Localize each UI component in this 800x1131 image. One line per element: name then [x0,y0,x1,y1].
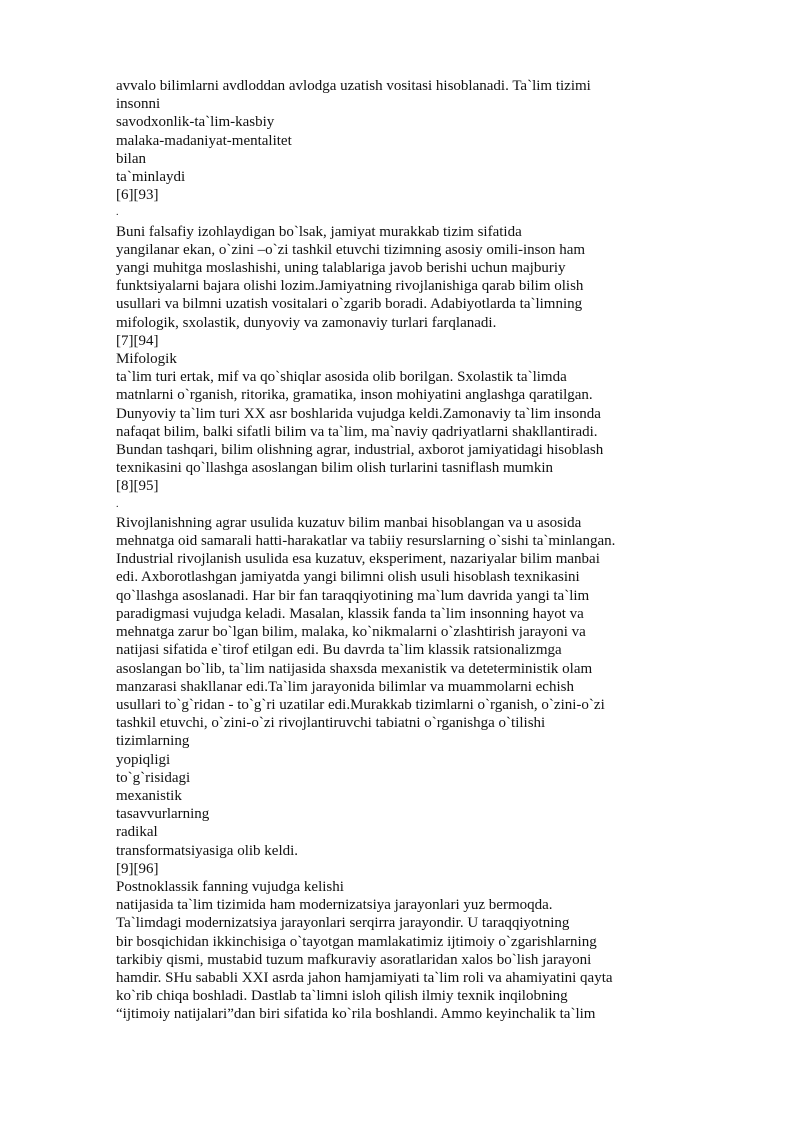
text-line: yopiqligi [116,751,171,768]
text-line: ko`rib chiqa boshladi. Dastlab ta`limni isloh qilish ilmiy texnik inqilobning [116,988,568,1005]
text-line: usullari to`g`ridan - to`g`ri uzatilar edi.Murakkab tizimlarni o`rganish, o`zini-o`zi [116,696,605,713]
text-line: Mifologik [116,351,177,368]
text-line: bilan [116,150,146,167]
text-line: qo`llashga asoslanadi. Har bir fan taraqqiyotining ma`lum davrida yangi ta`lim [116,587,590,604]
text-line: Postnoklassik fanning vujudga kelishi [116,878,344,895]
text-line: yangilanar ekan, o`zini –o`zi tashkil etuvchi tizimning asosiy omili-inson ham [116,241,586,258]
text-line: to`g`risidagi [116,769,191,786]
text-line: Bundan tashqari, bilim olishning agrar, industrial, axborot jamiyatidagi hisoblash [116,442,604,459]
text-line: texnikasini qo`llashga asoslangan bilim olish turlarini tasniflash mumkin [116,460,554,477]
text-line: funktsiyalarni bajara olishi lozim.Jamiyatning rivojlanishiga qarab bilim olish [116,278,584,295]
citation: [6][93] [116,187,159,204]
text-line: ta`minlaydi [116,169,186,186]
text-line: asoslangan bo`lib, ta`lim natijasida shaxsda mexanistik va deteterministik olam [116,660,593,677]
text-line: mexanistik [116,787,182,804]
text-line: yangi muhitga moslashishi, uning talablariga javob berishi uchun majburiy [116,260,566,277]
text-line: matnlarni o`rganish, ritorika, gramatika, inson mohiyatini anglashga qaratilgan. [116,387,593,404]
text-line: natijasi sifatida e`tirof etilgan edi. Bu davrda ta`lim klassik ratsionalizmga [116,642,562,659]
text-line: avvalo bilimlarni avdloddan avlodga uzatish vositasi hisoblanadi. Ta`lim tizimi [116,78,591,94]
text-line: mehnatga oid samarali hatti-harakatlar va tabiiy resurslarning o`sishi ta`minlangan. [116,533,616,550]
citation: [9][96] [116,860,159,877]
document-page [116,77,676,1024]
text-line: savodxonlik-ta`lim-kasbiy [116,114,275,131]
text-line: . [116,498,119,510]
text-line: paradigmasi vujudga keladi. Masalan, klassik fanda ta`lim insonning hayot va [116,605,584,622]
text-line: radikal [116,824,158,841]
text-line: Buni falsafiy izohlaydigan bo`lsak, jamiyat murakkab tizim sifatida [116,223,522,240]
text-line: bir bosqichidan ikkinchisiga o`tayotgan mamlakatimiz ijtimoiy o`zgarishlarning [116,933,597,950]
text-line: manzarasi shakllanar edi.Ta`lim jarayonida bilimlar va muammolarni echish [116,678,574,695]
text-line: . [116,207,119,219]
text-line: hamdir. SHu sababli XXI asrda jahon hamjamiyati ta`lim roli va ahamiyatini qayta [116,969,613,986]
text-line: transformatsiyasiga olib keldi. [116,842,299,859]
text-line: Dunyoviy ta`lim turi XX asr boshlarida vujudga keldi.Zamonaviy ta`lim insonda [116,405,601,422]
text-line: Industrial rivojlanish usulida esa kuzatuv, eksperiment, nazariyalar bilim manbai [116,551,600,568]
text-line: tizimlarning [116,733,190,750]
text-line: tasavvurlarning [116,806,210,823]
text-line: “ijtimoiy natijalari”dan biri sifatida ko`rila boshlandi. Ammo keyinchalik ta`lim [116,1006,596,1023]
text-line: ta`lim turi ertak, mif va qo`shiqlar asosida olib borilgan. Sxolastik ta`limda [116,369,567,386]
text-line: tashkil etuvchi, o`zini-o`zi rivojlantiruvchi tabiatni o`rganishga o`tilishi [116,715,546,732]
text-line: malaka-madaniyat-mentalitet [116,132,292,149]
text-line: Rivojlanishning agrar usulida kuzatuv bilim manbai hisoblangan va u asosida [116,514,582,531]
text-line: tarkibiy qismi, mustabid tuzum mafkuraviy asoratlaridan xalos bo`lish jarayoni [116,951,592,968]
citation: [8][95] [116,478,159,495]
text-line: mifologik, sxolastik, dunyoviy va zamonaviy turlari farqlanadi. [116,314,497,331]
citation: [7][94] [116,332,159,349]
text-line: nafaqat bilim, balki sifatli bilim va ta`lim, ma`naviy qadriyatlarni shakllantiradi. [116,423,598,440]
text-line: mehnatga zarur bo`lgan bilim, malaka, ko`nikmalarni o`zlashtirish jarayoni va [116,624,586,641]
text-line: usullari va bilmni uzatish vositalari o`zgarib boradi. Adabiyotlarda ta`limning [116,296,583,313]
text-line: natijasida ta`lim tizimida ham modernizatsiya jarayonlari yuz bermoqda. [116,897,553,914]
text-line: edi. Axborotlashgan jamiyatda yangi bilimni olish usuli hisoblash texnikasini [116,569,580,586]
text-line: insonni [116,96,161,113]
text-line: Ta`limdagi modernizatsiya jarayonlari serqirra jarayondir. U taraqqiyotning [116,915,570,932]
